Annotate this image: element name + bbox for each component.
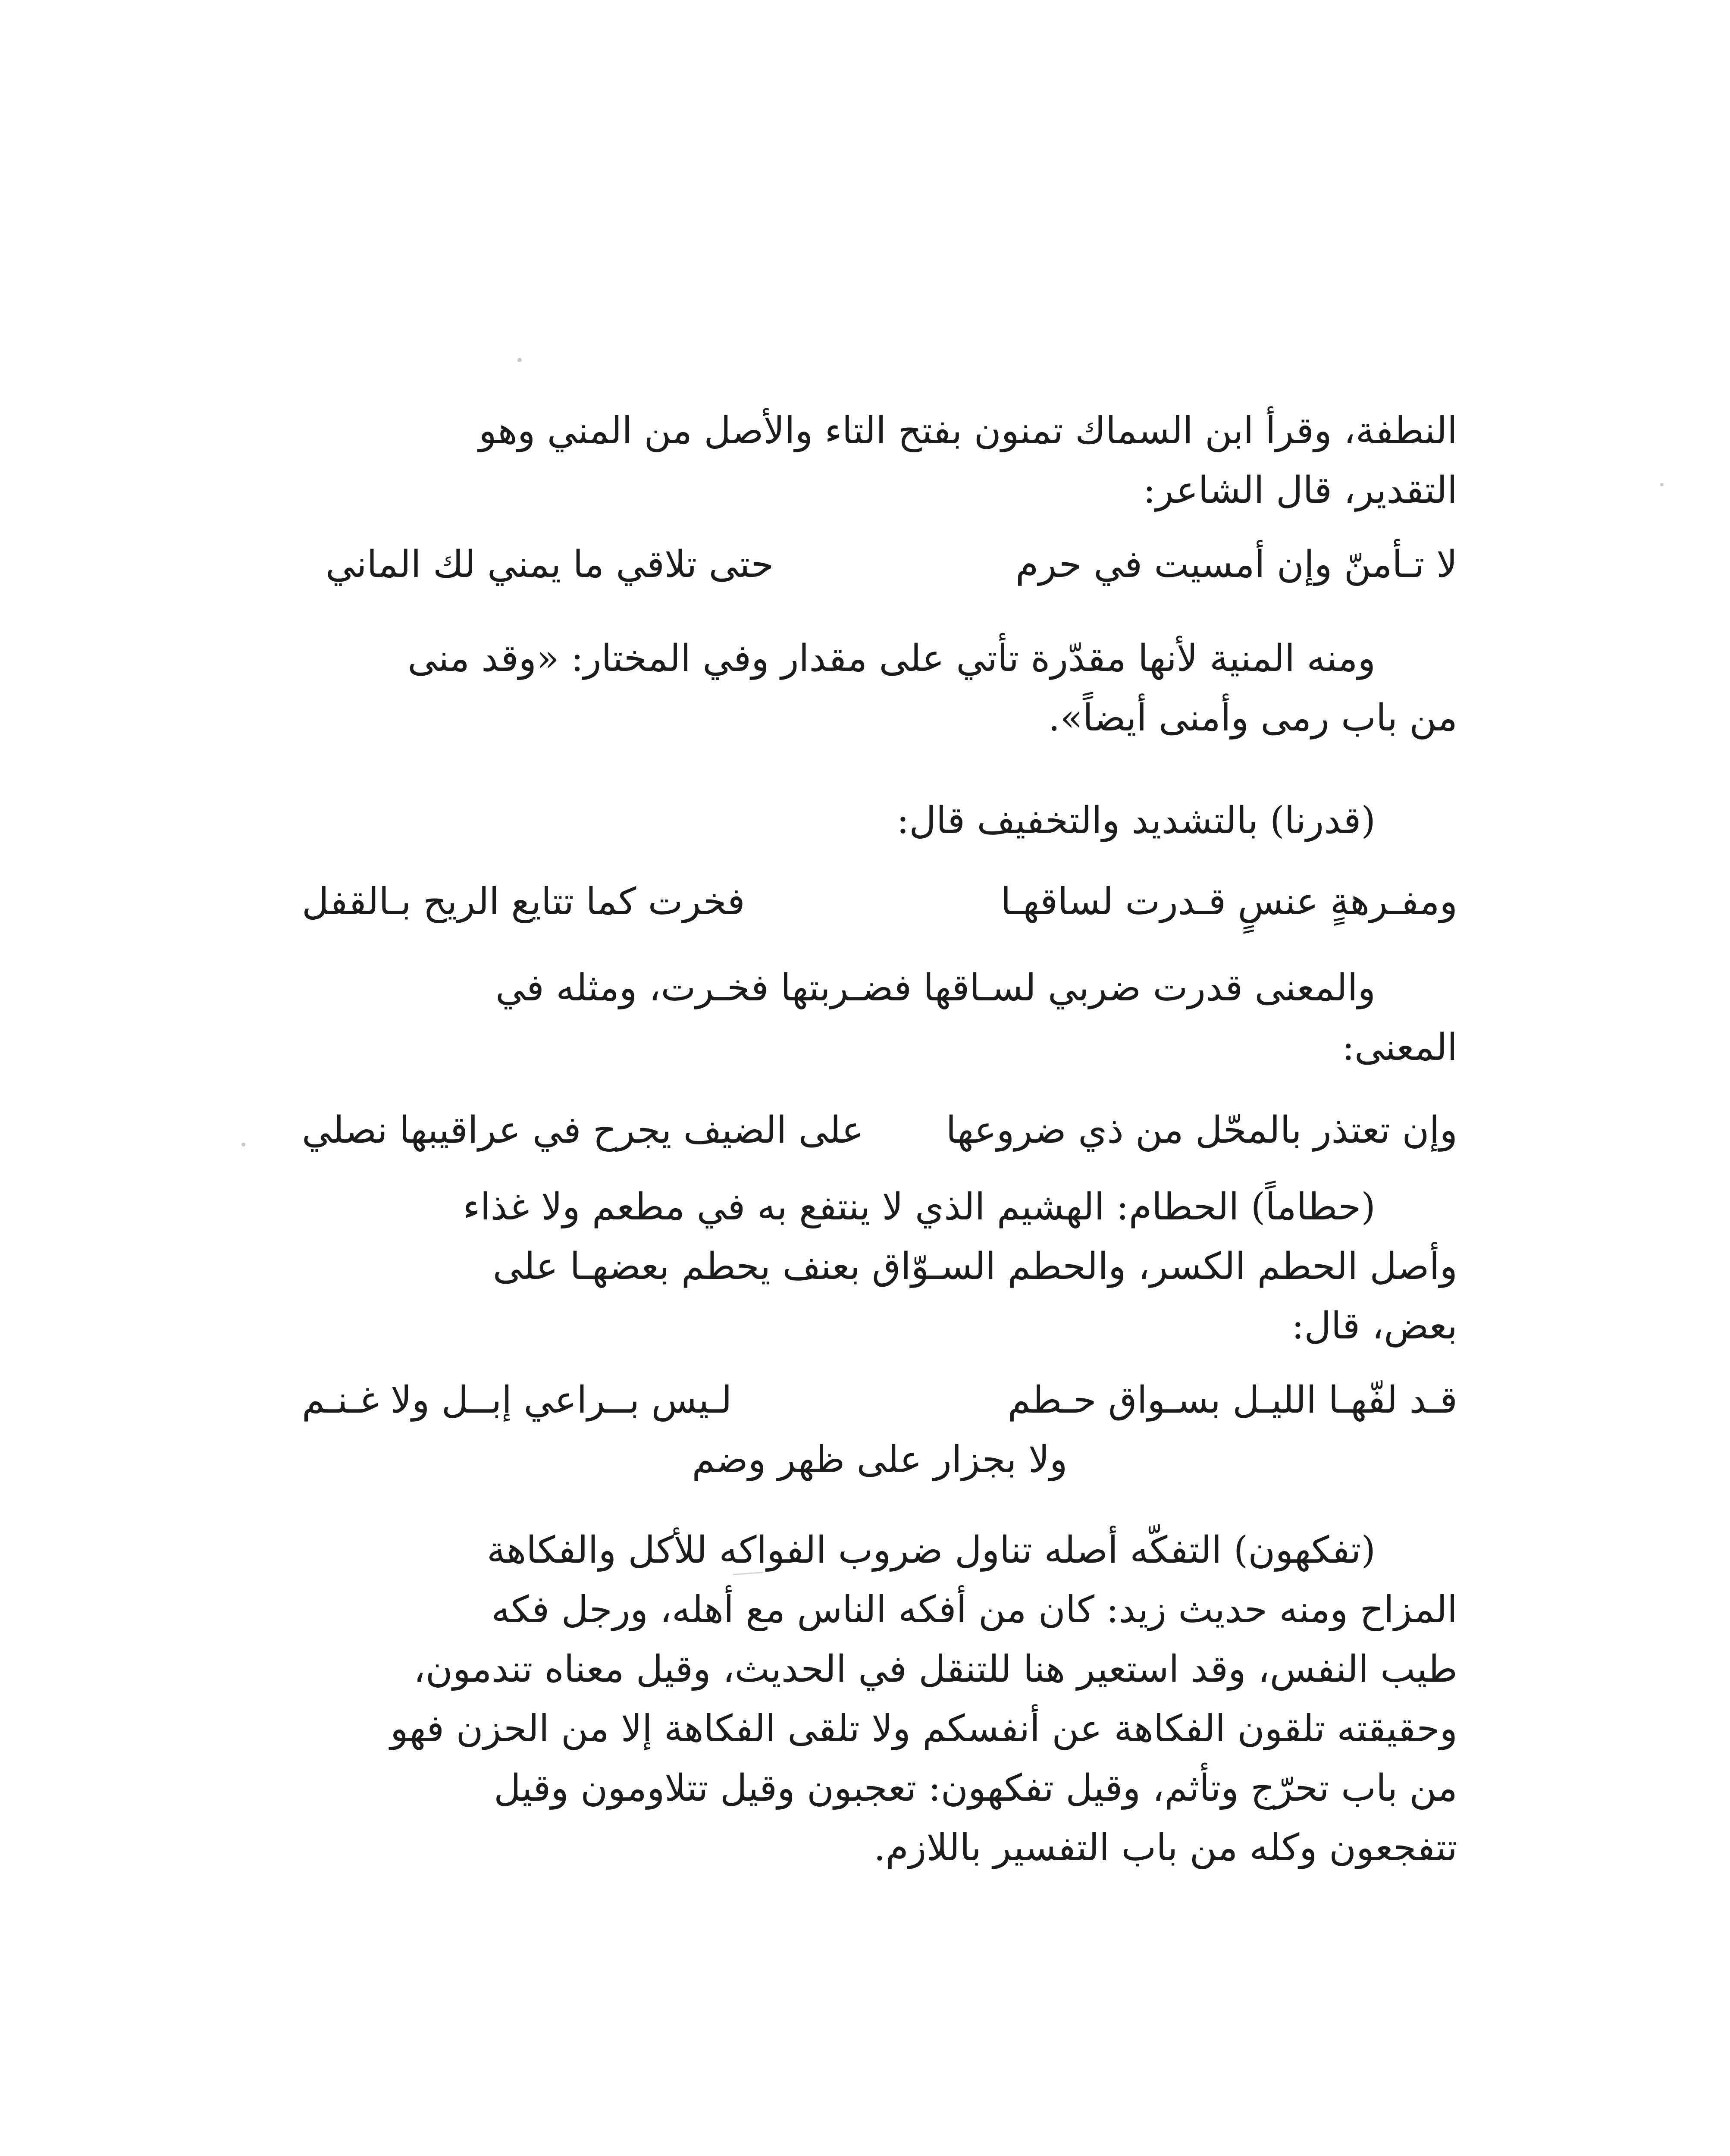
text-line: (قدرنا) بالتشديد والتخفيف قال: <box>896 799 1376 842</box>
text-line: بعض، قال: <box>1291 1304 1457 1348</box>
verse-second-hemistich: فخرت كما تتايع الريح بـالقفل <box>302 880 745 923</box>
text-line: وأصل الحطم الكسر، والحطم السـوّاق بعنف يحطم بعضهـا على <box>492 1245 1457 1288</box>
text-line: (حطاماً) الحطام: الهشيم الذي لا ينتفع به في مطعم ولا غذاء <box>463 1185 1376 1228</box>
verse-4 <box>302 1370 1457 1430</box>
verse-second-hemistich: على الضيف يجرح في عراقيبها نصلي <box>302 1109 864 1152</box>
verse-3 <box>302 1100 1457 1160</box>
scan-speck <box>241 1143 245 1147</box>
text-line: والمعنى قدرت ضربي لسـاقها فضـربتها فخـرت، ومثله في <box>495 966 1376 1009</box>
verse-first-hemistich: وإن تعتذر بالمحّل من ذي ضروعها <box>946 1109 1457 1152</box>
paragraph-6 <box>302 1520 1457 1877</box>
verse-first-hemistich: ومفـرهةٍ عنسٍ قـدرت لساقهـا <box>1000 880 1457 923</box>
verse-second-hemistich: لـيس بــراعي إبــل ولا غـنـم <box>302 1379 732 1422</box>
text-line: النطفة، وقرأ ابن السماك تمنون بفتح التاء والأصل من المني وهو <box>479 409 1457 452</box>
text-line: طيب النفس، وقد استعير هنا للتنقل في الحديث، وقيل معناه تندمون، <box>413 1648 1457 1691</box>
paragraph-1 <box>302 401 1457 520</box>
text-line: تتفجعون وكله من باب التفسير باللازم. <box>874 1826 1457 1869</box>
paragraph-2 <box>302 629 1457 748</box>
verse-1 <box>302 535 1457 594</box>
text-line: ومنه المنية لأنها مقدّرة تأتي على مقدار وفي المختار: «وقد منى <box>407 637 1376 680</box>
scan-speck <box>1660 483 1664 486</box>
verse-2 <box>302 872 1457 931</box>
verse-first-hemistich: لا تـأمنّ وإن أمسيت في حرم <box>1015 543 1457 586</box>
main-text <box>302 401 1457 1877</box>
text-line: المعنى: <box>1342 1026 1457 1069</box>
text-line: من باب تحرّج وتأثم، وقيل تفكهون: تعجبون وقيل تتلاومون وقيل <box>494 1767 1457 1810</box>
paragraph-3 <box>302 791 1457 850</box>
verse-first-hemistich: قـد لفّهـا الليـل بسـواق حـطم <box>1007 1379 1457 1422</box>
text-line: وحقيقته تلقون الفكاهة عن أنفسكم ولا تلقى الفكاهة إلا من الحزن فهو <box>390 1707 1457 1750</box>
scan-speck <box>517 358 522 362</box>
verse-4-third: ولا بجزار على ظهر وضم <box>692 1438 1068 1481</box>
text-line: (تفكهون) التفكّه أصله تناول ضروب الفواكه للأكل والفكاهة <box>486 1529 1376 1572</box>
text-line: المزاح ومنه حديث زيد: كان من أفكه الناس مع أهله، ورجل فكه <box>491 1588 1457 1631</box>
paragraph-5 <box>302 1177 1457 1356</box>
text-line: من باب رمى وأمنى أيضاً». <box>1048 696 1457 740</box>
paragraph-4 <box>302 958 1457 1077</box>
verse-second-hemistich: حتى تلاقي ما يمني لك الماني <box>326 543 774 586</box>
text-line: التقدير، قال الشاعر: <box>1143 469 1457 512</box>
